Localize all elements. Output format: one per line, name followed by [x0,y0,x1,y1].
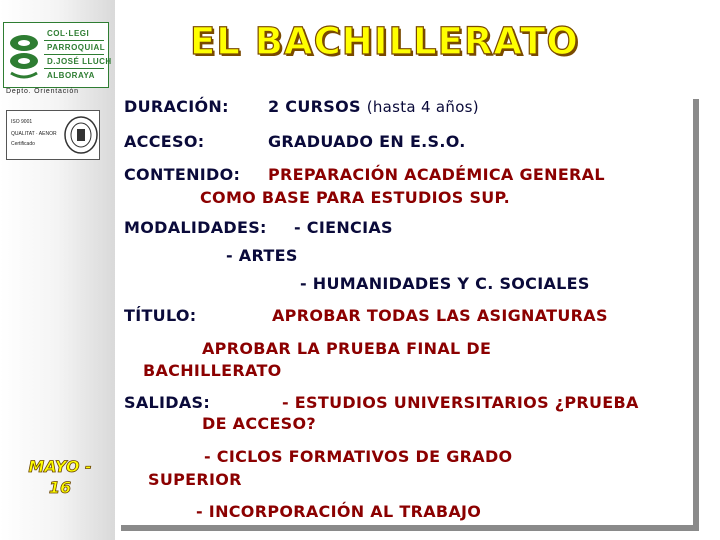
seal-icon [63,115,99,155]
salida-ciclos-line1: - CICLOS FORMATIVOS DE GRADO [204,447,513,466]
cert-text-line1: ISO 9001 [11,119,33,125]
contenido-value-line2: COMO BASE PARA ESTUDIOS SUP. [200,188,511,207]
certification-badge [6,110,100,160]
logo-divider [44,54,104,55]
acceso-value: GRADUADO EN E.S.O. [268,132,466,151]
logo-text-line3: D.JOSÉ LLUCH [47,57,112,66]
acceso-label: ACCESO: [124,132,205,151]
duracion-value [268,97,479,116]
logo-text-line4: ALBORAYA [47,71,95,80]
salidas-label: SALIDAS: [124,393,211,412]
salida-universitarios-line1: - ESTUDIOS UNIVERSITARIOS ¿PRUEBA [282,393,639,412]
logo-divider [44,68,104,69]
modalidad-ciencias: - CIENCIAS [294,218,393,237]
cert-text-line2: QUALITAT · AENOR [11,131,57,137]
content-shadow [121,525,699,531]
salida-universitarios-line2: DE ACCESO? [202,414,316,433]
titulo-value-line1: APROBAR TODAS LAS ASIGNATURAS [272,306,608,325]
modalidad-artes: - ARTES [226,246,298,265]
slide-date [20,456,100,498]
fish-emblem-icon [7,29,41,81]
logo-divider [44,40,104,41]
titulo-label: TÍTULO: [124,306,197,325]
salida-ciclos-line2: SUPERIOR [148,470,242,489]
school-logo [3,22,112,88]
contenido-label: CONTENIDO: [124,165,241,184]
modalidad-humanidades: - HUMANIDADES Y C. SOCIALES [300,274,590,293]
titulo-value-line2b: BACHILLERATO [143,361,282,380]
duracion-note: (hasta 4 años) [366,98,479,116]
contenido-value-line1: PREPARACIÓN ACADÉMICA GENERAL [268,165,605,184]
titulo-value-line2a: APROBAR LA PRUEBA FINAL DE [202,339,492,358]
page-title: EL BACHILLERATO [190,20,579,63]
slide-date-line1: MAYO - [28,457,92,476]
logo-text-line1: COL·LEGI [47,29,90,38]
logo-text-line2: PARROQUIAL [47,43,106,52]
slide-date-line2: 16 [48,478,72,497]
duracion-label: DURACIÓN: [124,97,229,116]
modalidades-label: MODALIDADES: [124,218,267,237]
duracion-value-main: 2 CURSOS [268,97,361,116]
cert-text-line3: Certificado [11,141,35,147]
content-shadow [693,99,699,531]
department-label: Depto. Orientación [6,88,79,95]
salida-trabajo: - INCORPORACIÓN AL TRABAJO [196,502,482,521]
